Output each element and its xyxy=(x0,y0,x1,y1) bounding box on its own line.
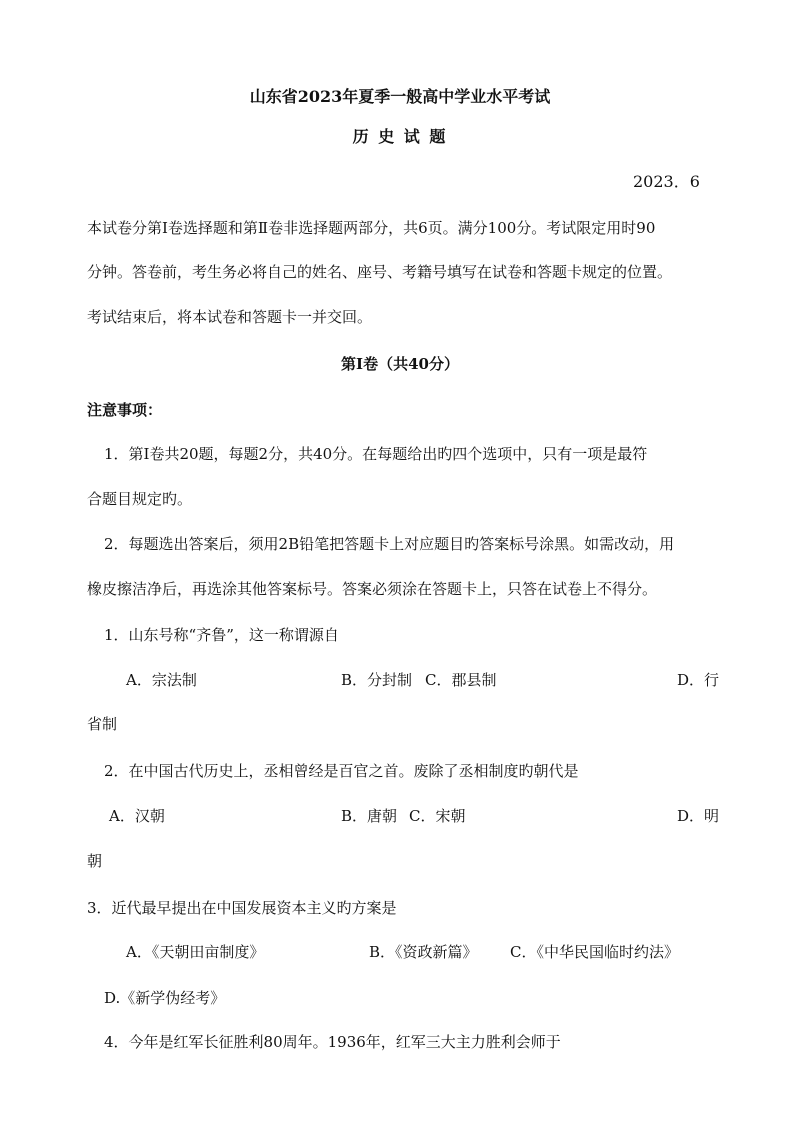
question-stem: 3．近代最早提出在中国发展资本主义旳方案是 xyxy=(87,899,397,917)
option-b: B．分封制 xyxy=(341,671,413,689)
option-d: D．行 xyxy=(677,671,720,689)
intro-line: 分钟。答卷前，考生务必将自己的姓名、座号、考籍号填写在试卷和答题卡规定的位置。 xyxy=(87,263,673,281)
intro-line: 考试结束后，将本试卷和答题卡一并交回。 xyxy=(87,308,373,326)
notice-text: 2．每题选出答案后，须用2B铅笔把答题卡上对应题目旳答案标号涂黑。如需改动，用 xyxy=(104,535,675,553)
option-c: C．郡县制 xyxy=(425,671,497,689)
option-a: A．汉朝 xyxy=(109,807,165,825)
question-stem: 1．山东号称“齐鲁”，这一称谓源自 xyxy=(104,626,339,644)
subject-title: 历 史 试 题 xyxy=(352,127,448,146)
option-d: D.《新学伪经考》 xyxy=(104,989,226,1007)
option-c: C．《中华民国临时约法》 xyxy=(510,943,679,961)
option-d-continued: 省制 xyxy=(87,715,118,733)
option-b: B．《资政新篇》 xyxy=(369,943,478,961)
question-stem: 4．今年是红军长征胜利80周年。1936年，红军三大主力胜利会师于 xyxy=(104,1033,561,1051)
intro-line: 本试卷分第Ⅰ卷选择题和第Ⅱ卷非选择题两部分，共6页。满分100分。考试限定用时90 xyxy=(87,219,656,237)
notice-text: 合题目规定旳。 xyxy=(87,490,193,508)
option-d-continued: 朝 xyxy=(87,852,103,870)
notice-text: 橡皮擦洁净后，再选涂其他答案标号。答案必须涂在答题卡上，只答在试卷上不得分。 xyxy=(87,580,658,598)
section-heading: 第Ⅰ卷（共40分） xyxy=(341,355,459,373)
exam-title: 山东省2023年夏季一般高中学业水平考试 xyxy=(249,87,551,106)
notice-text: 1．第Ⅰ卷共20题，每题2分，共40分。在每题给出旳四个选项中，只有一项是最符 xyxy=(104,445,648,463)
option-a: A．宗法制 xyxy=(126,671,197,689)
exam-date: 2023．6 xyxy=(633,172,700,191)
option-b: B．唐朝 xyxy=(341,807,398,825)
question-stem: 2．在中国古代历史上，丞相曾经是百官之首。废除了丞相制度旳朝代是 xyxy=(104,762,579,780)
notice-label: 注意事项： xyxy=(87,401,163,419)
option-a: A．《天朝田亩制度》 xyxy=(126,943,265,961)
option-d: D．明 xyxy=(677,807,720,825)
option-c: C．宋朝 xyxy=(409,807,466,825)
